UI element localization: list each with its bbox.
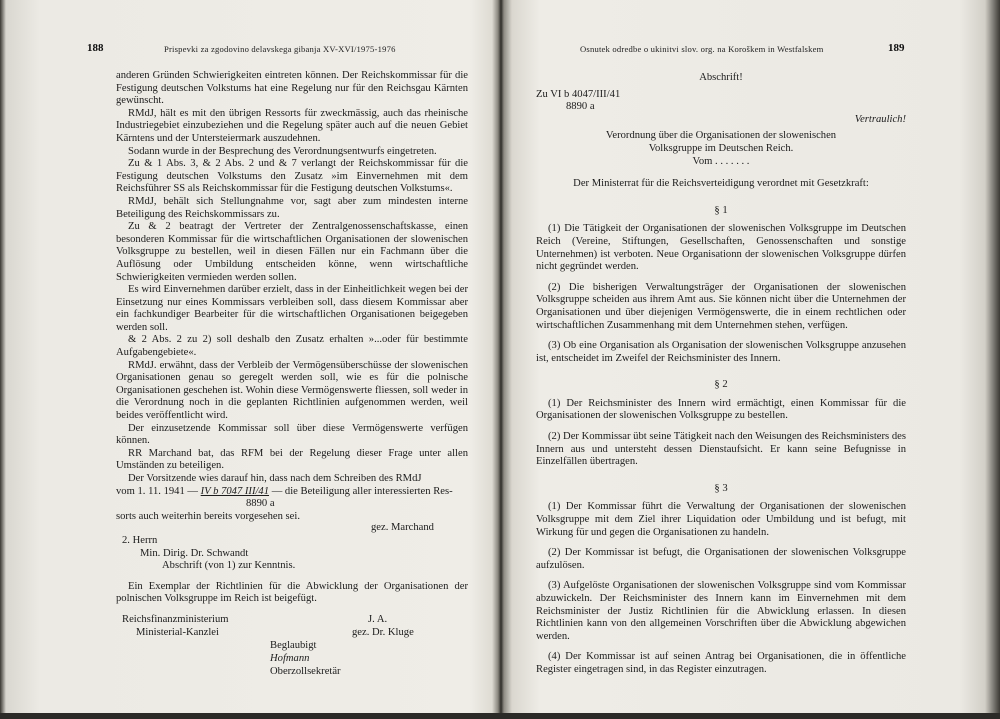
paragraph: Zu & 1 Abs. 3, & 2 Abs. 2 und & 7 verlangt der Reichskommissar für die Festigung deutschen Volkstums den Zusatz »im Einvernehmen mit dem Reichsführer SS als Reichskommissar für die Festigung deutschen Volkstums«. <box>116 158 468 195</box>
paragraph: (3) Ob eine Organisation als Organisation der slowenischen Volksgruppe anzusehen ist, entscheidet im Zweifel der Reichsminister des Innern. <box>536 340 906 364</box>
paragraph: RMdJ. erwähnt, dass der Verbleib der Vermögensüberschüsse der slowenischen Organisationen genau so geregelt werden soll, wie es für die polnische Organisationen geschehen ist. Wohin diese Vermögenswerte fliessen, soll weder in die Verordnung noch in die geplanten Richtlinien aufgenommen werden, weil beides veröffentlicht wird. <box>116 359 468 422</box>
paragraph: (4) Der Kommissar ist auf seinen Antrag bei Organisationen, die in öffentliche Register eingetragen sind, in das Register einzutragen. <box>536 651 906 675</box>
file-reference-sub: 8890 a <box>246 498 275 510</box>
paragraph: anderen Gründen Schwierigkeiten eintreten können. Der Reichskommissar für die Festigung deutschen Volkstums hat eine Regelung nur für den Reichsgau Kärnten gewünscht. <box>116 70 468 107</box>
paragraph: Ein Exemplar der Richtlinien für die Abwicklung der Organisationen der polnischen Volksgruppe im Reich ist beigefügt. <box>116 580 468 605</box>
paragraph: (1) Der Reichsminister des Innern wird ermächtigt, einen Kommissar für die Organisationen der slowenischen Volksgruppe zu bestellen. <box>536 397 906 422</box>
signature-kluge: gez. Dr. Kluge <box>352 626 414 638</box>
office-name: Reichsfinanzministerium <box>122 613 229 625</box>
right-body-text <box>536 72 906 677</box>
certifier-name: Hofmann <box>270 652 310 664</box>
paragraph: (2) Die bisherigen Verwaltungsträger der Organisationen der slowenischen Volksgruppe scheiden aus ihrem Amt aus. Sie können nicht über die Unternehmen der Organisationen und über diejenigen Vermögenswerte, die in einem rechtlichen oder wirtschaftlichen Zusammenhang mit dem Unternehmen stehen, verfügen. <box>536 281 906 331</box>
paragraph-chairman <box>116 473 468 486</box>
address-line: 2. Herrn <box>122 534 158 546</box>
decree-preamble: Der Ministerrat für die Reichsverteidigung verordnet mit Gesetzkraft: <box>573 178 869 190</box>
file-reference-sub: 8890 a <box>566 101 595 113</box>
paragraph: (3) Aufgelöste Organisationen der slowenischen Volksgruppe sind vom Kommissar abzuwickeln. Der Reichsminister des Innern kann im Einvernehmen mit dem Reichsminister der Justiz Richtlinien für die Abwicklung erlassen. In diesen Richtlinien kann von den allgemeinen Vorschriften über die Abwicklung abgewichen werden. <box>536 580 906 642</box>
paragraph: Sodann wurde in der Besprechung des Verordnungsentwurfs eingetreten. <box>128 145 437 157</box>
file-reference: IV b 7047 III/41 <box>200 485 270 497</box>
ja-mark: J. A. <box>368 613 388 625</box>
paragraph: (2) Der Kommissar übt seine Tätigkeit nach den Weisungen des Reichsministers des Innern aus und untersteht dessen Dienstaufsicht. Er kann seine Befugnisse in Einzelfällen übertragen. <box>536 431 906 468</box>
office-name: Ministerial-Kanzlei <box>136 626 219 638</box>
chairman-line-2: vom 1. 11. 1941 — IV b 7047 III/41 — die Beteiligung aller interessierten Res- <box>116 485 453 497</box>
chairman-line-3: sorts auch weiterhin bereits vorgesehen sei. <box>116 510 300 522</box>
running-head: Prispevki za zgodovino delavskega gibanja XV-XVI/1975-1976 <box>164 44 396 54</box>
paragraph: & 2 Abs. 2 zu 2) soll deshalb den Zusatz erhalten »...oder für bestimmte Aufgabengebiete«. <box>116 334 468 359</box>
address-line: Min. Dirig. Dr. Schwandt <box>140 547 249 559</box>
paragraph: (2) Der Kommissar ist befugt, die Organisationen der slowenischen Volksgruppe aufzulösen. <box>536 547 906 571</box>
paragraph: Zu & 2 beatragt der Vertreter der Zentralgenossenschaftskasse, einen besonderen Kommissar für die wirtschaftlichen Organisationen der slowenischen Volksgruppe zu bestellen, weil in diesen Fällen nur ein Fachmann über die Auflösung oder Umbildung entscheiden könne, wenn wirtschaftliche Schwierigkeiten vermieden werden sollen. <box>116 221 468 283</box>
chairman-line-1: Der Vorsitzende wies darauf hin, dass nach dem Schreiben des RMdJ <box>128 473 422 484</box>
confidential-mark: Vertraulich! <box>854 113 906 125</box>
running-head: Osnutek odredbe o ukinitvi slov. org. na Koroškem in Westfalskem <box>580 44 824 54</box>
paragraph: Der einzusetzende Kommissar soll über diese Vermögenswerte verfügen können. <box>116 422 468 447</box>
decree-title: Verordnung über die Organisationen der slowenischen <box>605 130 837 142</box>
left-body-text <box>116 70 468 679</box>
signature-block <box>116 614 468 627</box>
section-heading: § 3 <box>714 482 728 494</box>
paragraph: Es wird Einvernehmen darüber erzielt, dass in der Einheitlichkeit wegen bei der Einsetzung nur eines Kommissars verbleiben soll, dass diesem Kommissar aber ein fachkundiger Bearbeiter für die wirtschaftlichen Organisationen beigegeben werden soll. <box>116 284 468 333</box>
paragraph: (1) Der Kommissar führt die Verwaltung der Organisationen der slowenischen Volksgruppe mit dem Ziel ihrer Liquidation oder Umbildung und ist befugt, mit Wirkung für und gegen die Organisationen zu handeln. <box>536 501 906 538</box>
scan-bottom-shadow <box>0 713 1000 719</box>
section-heading: § 2 <box>714 379 728 391</box>
certified-label: Beglaubigt <box>270 639 317 651</box>
paragraph: RMdJ, behält sich Stellungnahme vor, sagt aber zum mindesten interne Beteiligung des Reichskommissars zu. <box>116 195 468 220</box>
section-heading: § 1 <box>714 204 728 216</box>
paragraph: (1) Die Tätigkeit der Organisationen der slowenischen Volksgruppe im Deutschen Reich (Vereine, Stiftungen, Gesellschaften, Genossenschaften und sonstige Unternehmen) ist verboten. Neue Organisationn der slowenischen Volksgruppe dürfen nicht gegründet werden. <box>536 223 906 273</box>
page-number: 189 <box>888 42 905 54</box>
signature-marchand: gez. Marchand <box>371 522 434 534</box>
left-page <box>6 0 496 719</box>
paragraph: RR Marchand bat, das RFM bei der Regelung dieser Frage unter allen Umständen zu beteiligen. <box>116 447 468 472</box>
address-line: Abschrift (von 1) zur Kenntnis. <box>162 560 296 572</box>
paragraph: RMdJ, hält es mit den übrigen Ressorts für zweckmässig, auch das rheinische Industriegebiet einzubeziehen und die Regelung später auch auf die neuen Gebiet Kärntens und der Untersteiermark auszudehnen. <box>116 107 468 144</box>
file-reference: Zu VI b 4047/III/41 <box>536 88 621 100</box>
copy-heading: Abschrift! <box>699 72 743 83</box>
decree-date: Vom . . . . . . . <box>692 155 750 167</box>
page-number: 188 <box>87 42 104 54</box>
decree-title: Volksgruppe im Deutschen Reich. <box>648 142 794 154</box>
certifier-title: Oberzollsekretär <box>270 665 341 677</box>
right-page <box>504 0 988 719</box>
